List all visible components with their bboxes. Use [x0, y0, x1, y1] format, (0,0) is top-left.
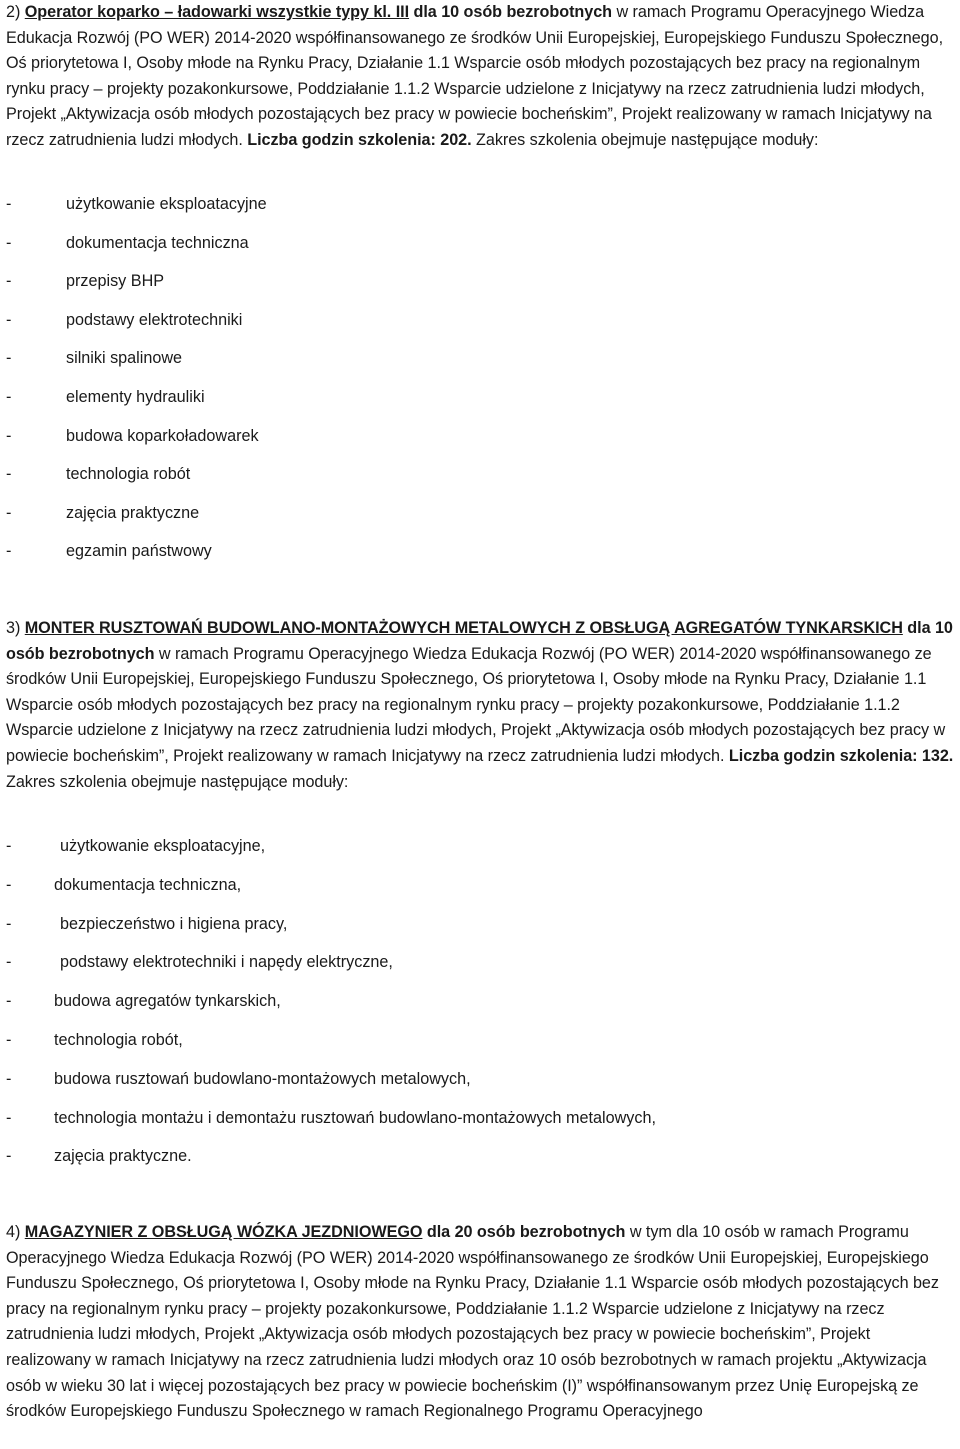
section-monter-rusztowan [6, 616, 954, 795]
list-item [6, 385, 946, 424]
module-label: silniki spalinowe [66, 349, 183, 368]
section-2-number: 2) [6, 3, 21, 21]
module-label: podstawy elektrotechniki [66, 310, 243, 329]
module-label: technologia montażu i demontażu rusztowań budowlano-montażowych metalowych, [54, 1108, 656, 1127]
list-dash: - [6, 233, 12, 252]
module-label: budowa rusztowań budowlano-montażowych metalowych, [54, 1069, 471, 1088]
list-dash: - [6, 914, 12, 933]
section-3-title: MONTER RUSZTOWAŃ BUDOWLANO-MONTAŻOWYCH METALOWYCH Z OBSŁUGĄ AGREGATÓW TYNKARSKICH [24, 619, 903, 637]
section-4-paragraph [6, 1220, 954, 1425]
list-item [6, 462, 946, 501]
list-item [6, 501, 946, 540]
list-item [6, 950, 946, 989]
module-label: dokumentacja techniczna, [54, 875, 242, 894]
section-operator-koparko [6, 0, 954, 154]
list-dash: - [6, 387, 12, 406]
section-3-scope-intro: Zakres szkolenia obejmuje następujące moduły: [6, 772, 349, 791]
section-2-scope-intro: Zakres szkolenia obejmuje następujące moduły: [476, 130, 819, 149]
list-dash: - [6, 1069, 12, 1088]
list-item [6, 231, 946, 270]
module-label: technologia robót, [54, 1030, 183, 1049]
list-dash: - [6, 426, 12, 445]
module-label: zajęcia praktyczne. [54, 1147, 192, 1166]
module-label: budowa agregatów tynkarskich, [54, 992, 281, 1011]
section-3-audience: dla 10 osób bezrobotnych [6, 619, 953, 663]
module-label: bezpieczeństwo i higiena pracy, [60, 914, 288, 933]
section-4-body: w tym dla 10 osób w ramach Programu Operacyjnego Wiedza Edukacja Rozwój (PO WER) 2014-2020 współfinansowanego ze środków Unii Europejskiej, Europejskiego Funduszu Społecznego, Oś priorytetowa I, Osoby młode na Rynku Pracy, Działanie 1.1 Wsparcie osób młodych pozostających bez pracy na regionalnym rynku pracy – projekty pozakonkursowe, Poddziałanie 1.1.2 Wsparcie udzielone z Inicjatywy na rzecz zatrudnienia ludzi młodych, Projekt „Aktywizacja osób młodych pozostających bez pracy w powiecie bocheńskim”, Projekt realizowany w ramach Inicjatywy na rzecz zatrudnienia ludzi młodych oraz 10 osób bezrobotnych w ramach projektu „Aktywizacja osób w wieku 30 lat i więcej pozostających bez pracy w powiecie bocheńskim (I)” współfinansowanym przez Unię Europejską ze środków Europejskiego Funduszu Społecznego w ramach Regionalnego Programu Operacyjnego [6, 1223, 939, 1421]
list-dash: - [6, 992, 12, 1011]
list-item [6, 1028, 946, 1067]
module-label: dokumentacja techniczna [66, 233, 249, 252]
list-dash: - [6, 310, 12, 329]
section-4-number: 4) [6, 1223, 21, 1241]
list-item [6, 539, 946, 578]
list-item [6, 1106, 946, 1145]
module-label: użytkowanie eksploatacyjne, [60, 837, 266, 855]
module-label: przepisy BHP [66, 272, 165, 291]
module-label: technologia robót [66, 465, 191, 484]
list-dash: - [6, 465, 12, 484]
section-2-body: w ramach Programu Operacyjnego Wiedza Edukacja Rozwój (PO WER) 2014-2020 współfinansowanego ze środków Unii Europejskiej, Europejskiego Funduszu Społecznego, Oś priorytetowa I, Osoby młode na Rynku Pracy, Działanie 1.1 Wsparcie osób młodych pozostających bez pracy na regionalnym rynku pracy – projekty pozakonkursowe, Poddziałanie 1.1.2 Wsparcie udzielone z Inicjatywy na rzecz zatrudnienia ludzi młodych, Projekt „Aktywizacja osób młodych pozostających bez pracy w powiecie bocheńskim”, Projekt realizowany w ramach Inicjatywy na rzecz zatrudnienia ludzi młodych. [6, 3, 944, 149]
section-2-module-list [6, 192, 946, 578]
list-dash: - [6, 953, 12, 972]
section-magazynier [6, 1220, 954, 1425]
list-dash: - [6, 542, 12, 561]
list-item [6, 269, 946, 308]
list-item [6, 873, 946, 912]
list-item [6, 834, 946, 873]
module-label: egzamin państwowy [66, 542, 212, 561]
list-dash: - [6, 195, 12, 213]
list-item [6, 1067, 946, 1106]
list-item [6, 308, 946, 347]
list-item [6, 424, 946, 463]
module-label: budowa koparkoładowarek [66, 426, 259, 445]
section-2-audience: dla 10 osób bezrobotnych [413, 3, 612, 21]
list-item [6, 912, 946, 951]
section-4-audience: dla 20 osób bezrobotnych [426, 1223, 626, 1241]
section-3-hours: Liczba godzin szkolenia: 132. [728, 746, 954, 765]
module-label: elementy hydrauliki [66, 387, 205, 406]
list-dash: - [6, 837, 12, 855]
list-dash: - [6, 1108, 12, 1127]
list-dash: - [6, 503, 12, 522]
list-dash: - [6, 875, 12, 894]
module-label: zajęcia praktyczne [66, 503, 200, 522]
section-3-number: 3) [6, 619, 21, 637]
section-3-body: w ramach Programu Operacyjnego Wiedza Edukacja Rozwój (PO WER) 2014-2020 współfinansowanego ze środków Unii Europejskiej, Europejskiego Funduszu Społecznego, Oś priorytetowa I, Osoby młode na Rynku Pracy, Działanie 1.1 Wsparcie osób młodych pozostających bez pracy na regionalnym rynku pracy – projekty pozakonkursowe, Poddziałanie 1.1.2 Wsparcie udzielone z Inicjatywy na rzecz zatrudnienia ludzi młodych, Projekt „Aktywizacja osób młodych pozostających bez pracy w powiecie bocheńskim”, Projekt realizowany w ramach Inicjatywy na rzecz zatrudnienia ludzi młodych. [6, 644, 946, 765]
list-dash: - [6, 349, 12, 368]
module-label: podstawy elektrotechniki i napędy elektryczne, [60, 953, 393, 972]
section-2-paragraph [6, 0, 954, 154]
list-item [6, 989, 946, 1028]
section-2-title: Operator koparko – ładowarki wszystkie typy kl. III [24, 3, 410, 21]
list-dash: - [6, 1147, 12, 1166]
list-dash: - [6, 1030, 12, 1049]
section-3-paragraph [6, 616, 954, 795]
list-item [6, 346, 946, 385]
list-item [6, 192, 946, 231]
section-3-module-list [6, 834, 946, 1183]
module-label: użytkowanie eksploatacyjne [66, 195, 267, 213]
section-4-title: MAGAZYNIER Z OBSŁUGĄ WÓZKA JEZDNIOWEGO [24, 1223, 423, 1241]
list-dash: - [6, 272, 12, 291]
section-2-hours: Liczba godzin szkolenia: 202. [247, 130, 472, 149]
list-item [6, 1144, 946, 1183]
